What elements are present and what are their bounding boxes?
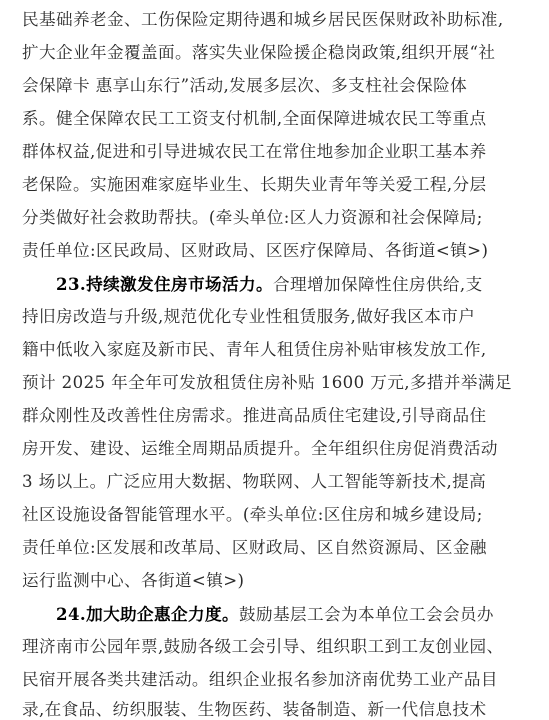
text-line: 责任单位:区发展和改革局、区财政局、区自然资源局、区金融 [22, 538, 487, 557]
text-line: 房开发、建设、运维全周期品质提升。全年组织住房促消费活动 [22, 439, 498, 458]
text-line: 分类做好社会救助帮扶。(牵头单位:区人力资源和社会保障局; [22, 208, 483, 227]
text-line: 社区设施设备智能管理水平。(牵头单位:区住房和城乡建设局; [22, 505, 483, 524]
text-line: 群体权益,促进和引导进城农民工在常住地参加企业职工基本养 [22, 142, 487, 161]
section-23-body: 合理增加保障性住房供给,支 [273, 275, 483, 294]
text-line: 会保障卡 惠享山东行”活动,发展多层次、多支柱社会保险体 [22, 76, 468, 95]
text-line: 3 场以上。广泛应用大数据、物联网、人工智能等新技术,提高 [22, 472, 487, 491]
text-line: 运行监测中心、各街道<镇>) [22, 571, 245, 590]
text-line: 群众刚性及改善性住房需求。推进高品质住宅建设,引导商品住 [22, 406, 487, 425]
text-line: 持旧房改造与升级,规范优化专业性租赁服务,做好我区本市户 [22, 307, 476, 326]
section-23-line [56, 274, 483, 295]
text-line: 民宿开展各类共建活动。组织企业报名参加济南优势工业产品目 [22, 670, 498, 689]
section-23-heading: 23.持续激发住房市场活力。 [56, 274, 273, 294]
text-line: 籍中低收入家庭及新市民、青年人租赁住房补贴审核发放工作, [22, 340, 487, 359]
text-line: 录,在食品、纺织服装、生物医药、装备制造、新一代信息技术 [22, 700, 487, 719]
text-line: 系。健全保障农民工工资支付机制,全面保障进城农民工等重点 [22, 109, 487, 128]
text-line: 责任单位:区民政局、区财政局、区医疗保障局、各街道<镇>) [22, 241, 489, 260]
text-line: 理济南市公园年票,鼓励各级工会引导、组织职工到工友创业园、 [22, 637, 504, 656]
text-line: 扩大企业年金覆盖面。落实失业保险援企稳岗政策,组织开展“社 [22, 43, 496, 62]
text-line: 预计 2025 年全年可发放租赁住房补贴 1600 万元,多措并举满足 [22, 373, 512, 392]
section-24-heading: 24.加大助企惠企力度。 [56, 604, 240, 624]
text-line: 民基础养老金、工伤保险定期待遇和城乡居民医保财政补助标准, [22, 10, 504, 29]
text-line: 老保险。实施困难家庭毕业生、长期失业青年等关爱工程,分层 [22, 175, 487, 194]
section-24-line [56, 604, 494, 625]
section-24-body: 鼓励基层工会为本单位工会会员办 [239, 605, 494, 624]
